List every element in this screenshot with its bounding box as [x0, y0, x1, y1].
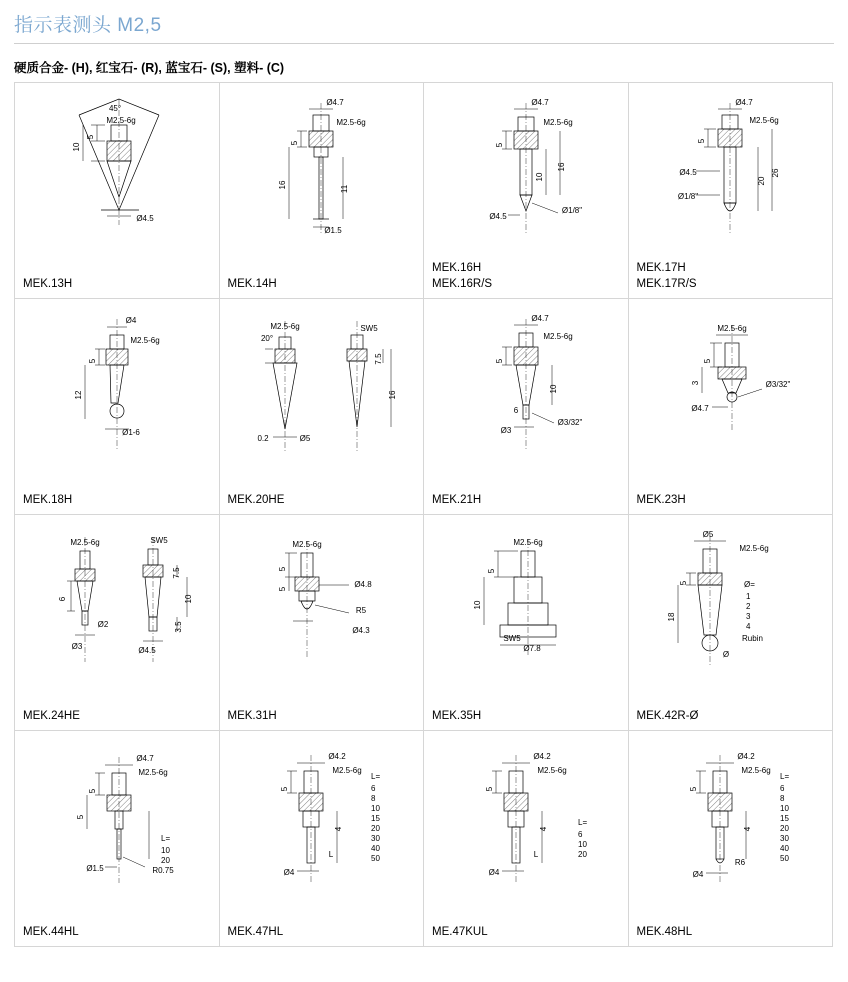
svg-text:Ø1-6: Ø1-6: [121, 428, 140, 437]
svg-text:20: 20: [780, 824, 790, 833]
technical-drawing: [220, 301, 424, 461]
svg-text:R6: R6: [735, 858, 746, 867]
technical-drawing: [424, 733, 628, 893]
svg-text:5: 5: [486, 568, 496, 574]
product-cell[interactable]: [15, 731, 220, 947]
svg-text:2: 2: [746, 602, 751, 611]
page-subtitle: 硬质合金- (H), 红宝石- (R), 蓝宝石- (S), 塑料- (C): [14, 61, 285, 75]
svg-text:Ø4: Ø4: [692, 870, 704, 879]
svg-text:M2.5-6g: M2.5-6g: [270, 322, 300, 331]
svg-text:10: 10: [160, 846, 170, 855]
technical-drawing: [629, 517, 833, 677]
svg-text:4: 4: [743, 826, 753, 832]
svg-text:8: 8: [780, 794, 785, 803]
svg-text:Ø: Ø: [723, 650, 730, 659]
svg-text:Ø3/32": Ø3/32": [557, 418, 583, 427]
technical-drawing: [15, 85, 219, 245]
svg-text:5: 5: [484, 786, 494, 792]
svg-text:3.5: 3.5: [173, 621, 183, 633]
svg-text:Ø4.3: Ø4.3: [352, 626, 370, 635]
svg-text:Ø1.5: Ø1.5: [86, 864, 104, 873]
svg-text:M2.5-6g: M2.5-6g: [543, 332, 573, 341]
svg-text:R5: R5: [356, 606, 367, 615]
product-cell[interactable]: [15, 299, 220, 515]
svg-text:20: 20: [371, 824, 381, 833]
product-code: MEK.35H: [432, 710, 482, 722]
svg-text:5: 5: [494, 358, 504, 364]
svg-text:20°: 20°: [261, 334, 274, 343]
technical-drawing: [424, 85, 628, 245]
svg-text:Ø4.7: Ø4.7: [326, 98, 344, 107]
svg-text:Rubin: Rubin: [742, 634, 764, 643]
svg-text:M2.5-6g: M2.5-6g: [537, 766, 567, 775]
product-labels: [228, 492, 285, 508]
svg-text:5: 5: [280, 786, 290, 792]
svg-text:20: 20: [757, 176, 767, 186]
title-divider: [14, 43, 834, 44]
svg-text:Ø4.5: Ø4.5: [138, 646, 156, 655]
svg-text:40: 40: [780, 844, 790, 853]
svg-text:Ø5: Ø5: [702, 530, 714, 539]
product-code: MEK.44HL: [23, 926, 79, 938]
technical-drawing: [15, 301, 219, 461]
svg-text:5: 5: [87, 358, 97, 364]
svg-text:Ø4: Ø4: [283, 868, 295, 877]
svg-text:Ø4.7: Ø4.7: [531, 314, 549, 323]
product-code: MEK.16H: [432, 262, 482, 274]
svg-text:5: 5: [75, 814, 85, 820]
product-labels: [432, 924, 488, 940]
svg-text:16: 16: [278, 180, 288, 190]
svg-text:4: 4: [538, 826, 548, 832]
svg-text:M2.5-6g: M2.5-6g: [70, 538, 100, 547]
svg-text:4: 4: [746, 622, 751, 631]
product-code: MEK.18H: [23, 494, 73, 506]
svg-text:M2.5-6g: M2.5-6g: [749, 116, 779, 125]
svg-text:18: 18: [667, 612, 677, 622]
product-cell[interactable]: [424, 731, 629, 947]
technical-drawing: [424, 517, 628, 677]
product-code: MEK.23H: [636, 494, 686, 506]
product-code: MEK.31H: [227, 710, 277, 722]
svg-text:6: 6: [780, 784, 785, 793]
svg-text:5: 5: [87, 788, 97, 794]
svg-text:30: 30: [780, 834, 790, 843]
svg-text:L=: L=: [160, 834, 170, 843]
svg-text:16: 16: [388, 390, 398, 400]
product-labels: [432, 492, 481, 508]
product-labels: [228, 276, 277, 292]
page-title: 指示表测头 M2,5: [14, 15, 162, 36]
product-cell[interactable]: [15, 83, 220, 299]
svg-text:50: 50: [780, 854, 790, 863]
svg-text:Ø1.5: Ø1.5: [324, 226, 342, 235]
svg-text:M2.5-6g: M2.5-6g: [138, 768, 168, 777]
svg-text:Ø4.2: Ø4.2: [737, 752, 755, 761]
product-code: MEK.17H: [636, 262, 686, 274]
svg-text:M2.5-6g: M2.5-6g: [741, 766, 771, 775]
svg-text:Ø4.7: Ø4.7: [735, 98, 753, 107]
svg-text:M2.5-6g: M2.5-6g: [106, 116, 136, 125]
svg-text:6: 6: [57, 596, 67, 602]
svg-text:M2.5-6g: M2.5-6g: [292, 540, 322, 549]
technical-drawing: [424, 301, 628, 461]
svg-text:Ø3/32": Ø3/32": [765, 380, 791, 389]
technical-drawing: [15, 517, 219, 677]
svg-text:15: 15: [371, 814, 381, 823]
technical-drawing: [629, 85, 833, 245]
svg-text:Ø4.5: Ø4.5: [489, 212, 507, 221]
svg-text:M2.5-6g: M2.5-6g: [543, 118, 573, 127]
svg-text:3: 3: [746, 612, 751, 621]
svg-text:10: 10: [548, 384, 558, 394]
product-code: MEK.48HL: [636, 926, 693, 938]
svg-text:16: 16: [556, 162, 566, 172]
product-labels: [228, 708, 277, 724]
svg-text:1: 1: [746, 592, 751, 601]
svg-text:Ø4.5: Ø4.5: [136, 214, 154, 223]
product-cell[interactable]: [220, 299, 425, 515]
svg-text:M2.5-6g: M2.5-6g: [332, 766, 362, 775]
product-code-alt: MEK.16R/S: [432, 278, 493, 290]
product-cell[interactable]: [424, 299, 629, 515]
svg-text:SW5: SW5: [150, 536, 168, 545]
svg-text:Ø3: Ø3: [71, 642, 83, 651]
technical-drawing: [629, 733, 833, 893]
svg-text:8: 8: [371, 794, 376, 803]
product-labels: [23, 924, 79, 940]
technical-drawing: [629, 301, 833, 461]
svg-text:5: 5: [85, 134, 95, 140]
product-labels: [432, 708, 481, 724]
product-labels: [637, 708, 699, 724]
product-cell[interactable]: [629, 515, 834, 731]
svg-text:Ø4.2: Ø4.2: [533, 752, 551, 761]
svg-text:6: 6: [513, 406, 518, 415]
product-labels: [23, 492, 72, 508]
svg-text:30: 30: [371, 834, 381, 843]
svg-text:5: 5: [679, 580, 689, 586]
product-labels: [637, 492, 686, 508]
svg-text:5: 5: [494, 142, 504, 148]
product-cell[interactable]: [220, 731, 425, 947]
svg-text:5: 5: [290, 140, 300, 146]
svg-text:4: 4: [334, 826, 344, 832]
svg-text:11: 11: [340, 184, 350, 194]
svg-text:Ø2: Ø2: [97, 620, 109, 629]
svg-text:7.5: 7.5: [171, 567, 181, 579]
svg-text:L=: L=: [780, 772, 790, 781]
svg-text:10: 10: [371, 804, 381, 813]
svg-text:5: 5: [697, 138, 707, 144]
svg-text:10: 10: [183, 594, 193, 604]
svg-text:Ø4: Ø4: [488, 868, 500, 877]
product-labels: [432, 260, 492, 292]
svg-text:L=: L=: [577, 818, 587, 827]
svg-text:26: 26: [771, 168, 781, 178]
svg-text:15: 15: [780, 814, 790, 823]
product-cell[interactable]: [424, 83, 629, 299]
product-cell[interactable]: [15, 515, 220, 731]
svg-text:10: 10: [472, 600, 482, 610]
svg-text:Ø7.8: Ø7.8: [523, 644, 541, 653]
svg-text:Ø4.7: Ø4.7: [531, 98, 549, 107]
product-code: MEK.14H: [227, 278, 277, 290]
product-code: MEK.20HE: [227, 494, 285, 506]
svg-text:6: 6: [371, 784, 376, 793]
product-labels: [637, 924, 693, 940]
technical-drawing: [220, 517, 424, 677]
product-labels: [23, 276, 72, 292]
svg-text:5: 5: [278, 586, 288, 592]
svg-text:L: L: [533, 850, 538, 859]
product-code: MEK.21H: [432, 494, 482, 506]
svg-text:Ø4.5: Ø4.5: [679, 168, 697, 177]
product-code: MEK.47HL: [227, 926, 284, 938]
svg-text:Ø4.7: Ø4.7: [136, 754, 154, 763]
svg-text:10: 10: [534, 172, 544, 182]
svg-text:M2.5-6g: M2.5-6g: [336, 118, 366, 127]
product-cell[interactable]: [629, 299, 834, 515]
product-cell[interactable]: [629, 83, 834, 299]
svg-text:Ø=: Ø=: [744, 580, 756, 589]
product-labels: [637, 260, 697, 292]
svg-text:10: 10: [577, 840, 587, 849]
svg-text:M2.5-6g: M2.5-6g: [130, 336, 160, 345]
technical-drawing: [220, 85, 424, 245]
product-cell[interactable]: [424, 515, 629, 731]
svg-text:R0.75: R0.75: [152, 866, 174, 875]
svg-text:L=: L=: [371, 772, 381, 781]
svg-text:12: 12: [73, 390, 83, 400]
svg-text:7.5: 7.5: [374, 353, 384, 365]
svg-text:10: 10: [71, 142, 81, 152]
svg-text:5: 5: [703, 358, 713, 364]
svg-text:Ø3: Ø3: [500, 426, 512, 435]
svg-text:6: 6: [577, 830, 583, 839]
svg-text:5: 5: [278, 566, 288, 572]
svg-text:0.2: 0.2: [257, 434, 269, 443]
svg-text:50: 50: [371, 854, 381, 863]
svg-text:M2.5-6g: M2.5-6g: [717, 324, 747, 333]
product-code: MEK.13H: [23, 278, 73, 290]
svg-text:Ø4.8: Ø4.8: [354, 580, 372, 589]
technical-drawing: [15, 733, 219, 893]
product-labels: [23, 708, 80, 724]
svg-text:SW5: SW5: [503, 634, 521, 643]
product-labels: [228, 924, 284, 940]
svg-text:Ø1/8": Ø1/8": [678, 192, 699, 201]
product-code: MEK.42R-Ø: [636, 710, 699, 722]
svg-text:Ø5: Ø5: [299, 434, 311, 443]
svg-text:Ø4.2: Ø4.2: [328, 752, 346, 761]
product-cell[interactable]: [220, 83, 425, 299]
product-code: MEK.24HE: [23, 710, 80, 722]
svg-text:40: 40: [371, 844, 381, 853]
svg-text:M2.5-6g: M2.5-6g: [739, 544, 769, 553]
product-grid: [14, 82, 833, 947]
svg-text:M2.5-6g: M2.5-6g: [513, 538, 543, 547]
product-cell[interactable]: [629, 731, 834, 947]
svg-text:SW5: SW5: [360, 324, 378, 333]
technical-drawing: [220, 733, 424, 893]
page-header: [0, 0, 848, 50]
svg-text:Ø1/8": Ø1/8": [561, 206, 582, 215]
svg-text:10: 10: [780, 804, 790, 813]
svg-text:20: 20: [577, 850, 587, 859]
product-code: ME.47KUL: [432, 926, 488, 938]
svg-text:Ø4.7: Ø4.7: [691, 404, 709, 413]
product-cell[interactable]: [220, 515, 425, 731]
svg-text:Ø4: Ø4: [125, 316, 137, 325]
svg-text:L: L: [329, 850, 334, 859]
svg-text:5: 5: [689, 786, 699, 792]
svg-text:45°: 45°: [108, 104, 121, 113]
product-code-alt: MEK.17R/S: [636, 278, 697, 290]
svg-text:3: 3: [691, 380, 701, 386]
svg-text:20: 20: [160, 856, 170, 865]
